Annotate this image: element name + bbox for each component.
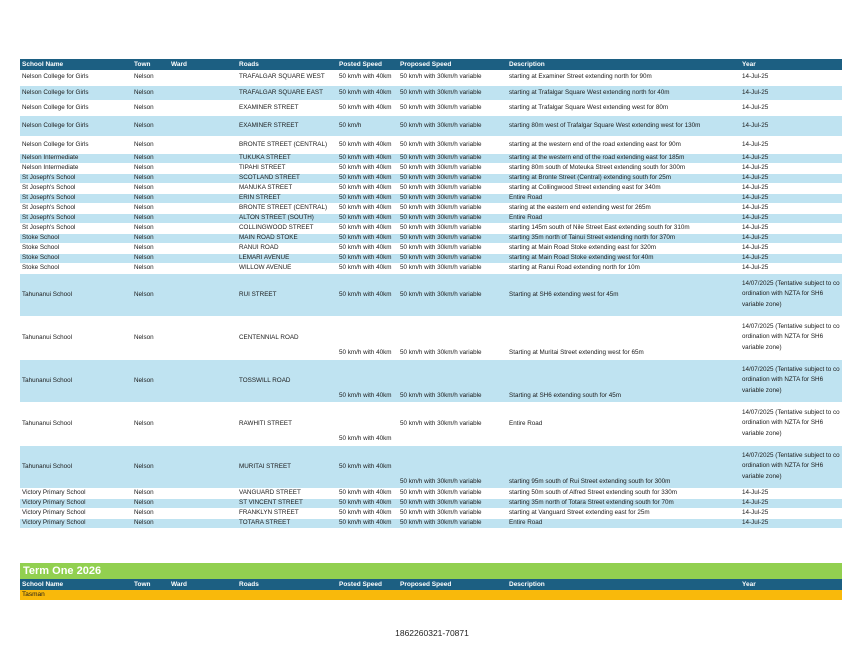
cell-ward	[169, 488, 237, 498]
cell-town: Nelson	[132, 253, 169, 263]
cell-school: St Joseph's School	[20, 183, 132, 193]
cell-town: Nelson	[132, 316, 169, 359]
header-posted-speed: Posted Speed	[337, 59, 398, 70]
cell-description: starting 95m south of Rui Street extending south for 300m	[507, 445, 740, 488]
cell-ward	[169, 498, 237, 508]
cell-road: MAIN ROAD STOKE	[237, 233, 337, 243]
cell-school: Tahunanui School	[20, 273, 132, 316]
cell-proposed-speed: 50 km/h with 30km/h variable	[398, 233, 507, 243]
cell-proposed-speed: 50 km/h with 30km/h variable	[398, 213, 507, 223]
cell-posted-speed: 50 km/h with 40km	[337, 70, 398, 85]
cell-posted-speed: 50 km/h with 40km	[337, 508, 398, 518]
cell-year: 14-Jul-25	[740, 243, 842, 253]
cell-year: 14-Jul-25	[740, 223, 842, 233]
cell-ward	[169, 203, 237, 213]
cell-school: Nelson College for Girls	[20, 85, 132, 100]
cell-posted-speed: 50 km/h with 40km	[337, 223, 398, 233]
cell-ward	[169, 115, 237, 136]
cell-year: 14-Jul-25	[740, 233, 842, 243]
cell-proposed-speed: 50 km/h with 30km/h variable	[398, 136, 507, 153]
cell-town: Nelson	[132, 173, 169, 183]
cell-proposed-speed: 50 km/h with 30km/h variable	[398, 498, 507, 508]
cell-proposed-speed: 50 km/h with 30km/h variable	[398, 153, 507, 163]
cell-school: Nelson Intermediate	[20, 163, 132, 173]
cell-road: TUKUKA STREET	[237, 153, 337, 163]
cell-road: RUI STREET	[237, 273, 337, 316]
cell-ward	[169, 273, 237, 316]
cell-road: LEMARI AVENUE	[237, 253, 337, 263]
table-row	[20, 445, 842, 488]
cell-proposed-speed: 50 km/h with 30km/h variable	[398, 273, 507, 316]
cell-description: starting 80m west of Trafalgar Square West extending west for 130m	[507, 115, 740, 136]
table-row	[20, 193, 842, 203]
cell-proposed-speed: 50 km/h with 30km/h variable	[398, 203, 507, 213]
header-proposed-speed: Proposed Speed	[398, 59, 507, 70]
cell-year: 14/07/2025 (Tentative subject to co ordination with NZTA for SH6 variable zone)	[740, 316, 842, 359]
cell-town: Nelson	[132, 498, 169, 508]
table-row	[20, 153, 842, 163]
speed-table	[20, 59, 842, 529]
region-label: Tasman	[20, 590, 842, 600]
cell-road: EXAMINER STREET	[237, 115, 337, 136]
table-row	[20, 273, 842, 316]
cell-school: Nelson Intermediate	[20, 153, 132, 163]
cell-posted-speed: 50 km/h with 40km	[337, 213, 398, 223]
term-header-row	[20, 579, 842, 590]
cell-road: TOSSWILL ROAD	[237, 359, 337, 402]
cell-ward	[169, 173, 237, 183]
cell-town: Nelson	[132, 243, 169, 253]
cell-posted-speed: 50 km/h with 40km	[337, 85, 398, 100]
cell-year: 14-Jul-25	[740, 163, 842, 173]
table-row	[20, 85, 842, 100]
cell-town: Nelson	[132, 263, 169, 273]
term-table	[20, 579, 842, 590]
table-row	[20, 253, 842, 263]
cell-school: Stoke School	[20, 263, 132, 273]
cell-town: Nelson	[132, 359, 169, 402]
cell-school: Stoke School	[20, 243, 132, 253]
cell-proposed-speed: 50 km/h with 30km/h variable	[398, 402, 507, 445]
cell-description: starting at the western end of the road extending east for 185m	[507, 153, 740, 163]
cell-description: starting at Ranui Road extending north for 10m	[507, 263, 740, 273]
cell-town: Nelson	[132, 488, 169, 498]
cell-road: RAWHITI STREET	[237, 402, 337, 445]
cell-posted-speed: 50 km/h with 40km	[337, 203, 398, 213]
cell-ward	[169, 243, 237, 253]
term-header-town: Town	[132, 579, 169, 590]
cell-posted-speed: 50 km/h with 40km	[337, 136, 398, 153]
cell-posted-speed: 50 km/h with 40km	[337, 153, 398, 163]
cell-road: VANGUARD STREET	[237, 488, 337, 498]
cell-town: Nelson	[132, 183, 169, 193]
cell-ward	[169, 445, 237, 488]
cell-year: 14-Jul-25	[740, 70, 842, 85]
table-row	[20, 183, 842, 193]
term-header	[20, 579, 842, 590]
cell-ward	[169, 183, 237, 193]
cell-school: Tahunanui School	[20, 316, 132, 359]
table-row	[20, 243, 842, 253]
cell-posted-speed: 50 km/h with 40km	[337, 498, 398, 508]
cell-school: Nelson College for Girls	[20, 136, 132, 153]
cell-description: staring at the eastern end extending west for 265m	[507, 203, 740, 213]
table-row	[20, 402, 842, 445]
speed-table-sheet	[20, 59, 842, 529]
cell-description: Entire Road	[507, 402, 740, 445]
header-description: Description	[507, 59, 740, 70]
header-roads: Roads	[237, 59, 337, 70]
cell-posted-speed: 50 km/h with 40km	[337, 402, 398, 445]
cell-description: Entire Road	[507, 518, 740, 528]
cell-town: Nelson	[132, 213, 169, 223]
cell-posted-speed: 50 km/h with 40km	[337, 233, 398, 243]
term-header-description: Description	[507, 579, 740, 590]
cell-school: Stoke School	[20, 253, 132, 263]
cell-description: starting at Main Road Stoke extending west for 40m	[507, 253, 740, 263]
cell-ward	[169, 213, 237, 223]
cell-town: Nelson	[132, 402, 169, 445]
term-header-year: Year	[740, 579, 842, 590]
cell-town: Nelson	[132, 163, 169, 173]
cell-posted-speed: 50 km/h with 40km	[337, 488, 398, 498]
cell-school: Victory Primary School	[20, 508, 132, 518]
cell-posted-speed: 50 km/h with 40km	[337, 445, 398, 488]
cell-road: ALTON STREET (SOUTH)	[237, 213, 337, 223]
cell-year: 14-Jul-25	[740, 136, 842, 153]
cell-school: Nelson College for Girls	[20, 100, 132, 115]
table-row	[20, 316, 842, 359]
cell-school: St Joseph's School	[20, 203, 132, 213]
cell-school: Victory Primary School	[20, 498, 132, 508]
cell-road: SCOTLAND STREET	[237, 173, 337, 183]
cell-year: 14-Jul-25	[740, 498, 842, 508]
cell-year: 14-Jul-25	[740, 115, 842, 136]
cell-description: starting at Collingwood Street extending east for 340m	[507, 183, 740, 193]
cell-ward	[169, 263, 237, 273]
cell-ward	[169, 518, 237, 528]
table-row	[20, 508, 842, 518]
cell-road: RANUI ROAD	[237, 243, 337, 253]
cell-description: Starting at Muritai Street extending west for 65m	[507, 316, 740, 359]
cell-road: BRONTE STREET (CENTRAL)	[237, 136, 337, 153]
cell-description: starting at the western end of the road extending east for 90m	[507, 136, 740, 153]
header-school-name: School Name	[20, 59, 132, 70]
cell-proposed-speed: 50 km/h with 30km/h variable	[398, 70, 507, 85]
table-row	[20, 100, 842, 115]
cell-description: starting at Trafalgar Square West extending north for 40m	[507, 85, 740, 100]
cell-description: Entire Road	[507, 193, 740, 203]
document-code: 1862260321-70871	[395, 628, 469, 638]
cell-town: Nelson	[132, 136, 169, 153]
cell-description: starting 80m south of Moteuka Street extending south for 300m	[507, 163, 740, 173]
cell-town: Nelson	[132, 203, 169, 213]
table-row	[20, 115, 842, 136]
cell-school: St Joseph's School	[20, 193, 132, 203]
cell-year: 14-Jul-25	[740, 193, 842, 203]
cell-proposed-speed: 50 km/h with 30km/h variable	[398, 508, 507, 518]
cell-proposed-speed: 50 km/h with 30km/h variable	[398, 115, 507, 136]
cell-town: Nelson	[132, 445, 169, 488]
header-year: Year	[740, 59, 842, 70]
table-row	[20, 213, 842, 223]
cell-year: 14-Jul-25	[740, 100, 842, 115]
cell-posted-speed: 50 km/h with 40km	[337, 183, 398, 193]
cell-ward	[169, 253, 237, 263]
cell-proposed-speed: 50 km/h with 30km/h variable	[398, 243, 507, 253]
cell-proposed-speed: 50 km/h with 30km/h variable	[398, 173, 507, 183]
cell-ward	[169, 163, 237, 173]
table-row	[20, 233, 842, 243]
cell-town: Nelson	[132, 233, 169, 243]
cell-road: TRAFALGAR SQUARE WEST	[237, 70, 337, 85]
cell-description: starting at Bronte Street (Central) extending south for 25m	[507, 173, 740, 183]
table-row	[20, 70, 842, 85]
cell-posted-speed: 50 km/h with 40km	[337, 243, 398, 253]
cell-year: 14-Jul-25	[740, 203, 842, 213]
cell-proposed-speed: 50 km/h with 30km/h variable	[398, 183, 507, 193]
cell-year: 14-Jul-25	[740, 213, 842, 223]
cell-proposed-speed: 50 km/h with 30km/h variable	[398, 359, 507, 402]
cell-ward	[169, 359, 237, 402]
cell-ward	[169, 223, 237, 233]
cell-proposed-speed: 50 km/h with 30km/h variable	[398, 163, 507, 173]
cell-posted-speed: 50 km/h with 40km	[337, 359, 398, 402]
cell-road: COLLINGWOOD STREET	[237, 223, 337, 233]
cell-town: Nelson	[132, 518, 169, 528]
cell-description: Starting at SH6 extending south for 45m	[507, 359, 740, 402]
cell-ward	[169, 70, 237, 85]
cell-posted-speed: 50 km/h with 40km	[337, 518, 398, 528]
cell-ward	[169, 153, 237, 163]
cell-school: Nelson College for Girls	[20, 70, 132, 85]
cell-school: Nelson College for Girls	[20, 115, 132, 136]
term-header-roads: Roads	[237, 579, 337, 590]
cell-year: 14-Jul-25	[740, 253, 842, 263]
cell-ward	[169, 100, 237, 115]
term-header-ward: Ward	[169, 579, 237, 590]
cell-ward	[169, 233, 237, 243]
cell-proposed-speed: 50 km/h with 30km/h variable	[398, 263, 507, 273]
cell-description: starting 35m north of Totara Street extending south for 70m	[507, 498, 740, 508]
term-header-school-name: School Name	[20, 579, 132, 590]
cell-ward	[169, 193, 237, 203]
cell-proposed-speed: 50 km/h with 30km/h variable	[398, 85, 507, 100]
cell-description: Entire Road	[507, 213, 740, 223]
cell-year: 14-Jul-25	[740, 153, 842, 163]
cell-school: St Joseph's School	[20, 173, 132, 183]
cell-proposed-speed: 50 km/h with 30km/h variable	[398, 518, 507, 528]
cell-posted-speed: 50 km/h with 40km	[337, 273, 398, 316]
cell-road: MANUKA STREET	[237, 183, 337, 193]
cell-town: Nelson	[132, 153, 169, 163]
cell-ward	[169, 508, 237, 518]
cell-road: ST VINCENT STREET	[237, 498, 337, 508]
table-row	[20, 488, 842, 498]
cell-road: WILLOW AVENUE	[237, 263, 337, 273]
cell-posted-speed: 50 km/h with 40km	[337, 316, 398, 359]
cell-town: Nelson	[132, 100, 169, 115]
cell-road: TIPAHI STREET	[237, 163, 337, 173]
cell-posted-speed: 50 km/h with 40km	[337, 100, 398, 115]
cell-year: 14/07/2025 (Tentative subject to co ordination with NZTA for SH6 variable zone)	[740, 273, 842, 316]
cell-year: 14-Jul-25	[740, 183, 842, 193]
cell-ward	[169, 85, 237, 100]
cell-posted-speed: 50 km/h with 40km	[337, 193, 398, 203]
cell-description: starting at Trafalgar Square West extending west for 80m	[507, 100, 740, 115]
cell-description: Starting at SH6 extending west for 45m	[507, 273, 740, 316]
cell-school: St Joseph's School	[20, 223, 132, 233]
cell-year: 14-Jul-25	[740, 263, 842, 273]
cell-proposed-speed: 50 km/h with 30km/h variable	[398, 223, 507, 233]
cell-road: CENTENNIAL ROAD	[237, 316, 337, 359]
cell-town: Nelson	[132, 193, 169, 203]
cell-description: starting at Vanguard Street extending east for 25m	[507, 508, 740, 518]
cell-ward	[169, 136, 237, 153]
cell-proposed-speed: 50 km/h with 30km/h variable	[398, 316, 507, 359]
cell-posted-speed: 50 km/h	[337, 115, 398, 136]
cell-school: Victory Primary School	[20, 518, 132, 528]
table-row	[20, 163, 842, 173]
cell-year: 14/07/2025 (Tentative subject to co ordination with NZTA for SH6 variable zone)	[740, 359, 842, 402]
cell-school: Tahunanui School	[20, 445, 132, 488]
cell-proposed-speed: 50 km/h with 30km/h variable	[398, 100, 507, 115]
cell-town: Nelson	[132, 115, 169, 136]
cell-posted-speed: 50 km/h with 40km	[337, 263, 398, 273]
cell-year: 14-Jul-25	[740, 488, 842, 498]
cell-year: 14/07/2025 (Tentative subject to co ordination with NZTA for SH6 variable zone)	[740, 402, 842, 445]
cell-description: starting 35m north of Tainui Street extending north for 370m	[507, 233, 740, 243]
term-header-posted-speed: Posted Speed	[337, 579, 398, 590]
cell-road: ERIN STREET	[237, 193, 337, 203]
cell-year: 14/07/2025 (Tentative subject to co ordination with NZTA for SH6 variable zone)	[740, 445, 842, 488]
cell-year: 14-Jul-25	[740, 508, 842, 518]
cell-school: St Joseph's School	[20, 213, 132, 223]
cell-town: Nelson	[132, 273, 169, 316]
cell-road: EXAMINER STREET	[237, 100, 337, 115]
cell-road: BRONTE STREET (CENTRAL)	[237, 203, 337, 213]
cell-school: Stoke School	[20, 233, 132, 243]
cell-road: TRAFALGAR SQUARE EAST	[237, 85, 337, 100]
table-row	[20, 136, 842, 153]
cell-description: starting 145m south of Nile Street East extending south for 310m	[507, 223, 740, 233]
cell-town: Nelson	[132, 508, 169, 518]
cell-road: FRANKLYN STREET	[237, 508, 337, 518]
cell-posted-speed: 50 km/h with 40km	[337, 173, 398, 183]
cell-proposed-speed: 50 km/h with 30km/h variable	[398, 445, 507, 488]
cell-school: Tahunanui School	[20, 359, 132, 402]
table-row	[20, 203, 842, 213]
cell-description: starting at Main Road Stoke extending east for 320m	[507, 243, 740, 253]
cell-road: TOTARA STREET	[237, 518, 337, 528]
cell-proposed-speed: 50 km/h with 30km/h variable	[398, 488, 507, 498]
cell-school: Victory Primary School	[20, 488, 132, 498]
term-title: Term One 2026	[20, 563, 842, 579]
table-row	[20, 173, 842, 183]
cell-town: Nelson	[132, 223, 169, 233]
cell-description: starting 50m south of Alfred Street extending south for 330m	[507, 488, 740, 498]
table-row	[20, 263, 842, 273]
table-header-row	[20, 59, 842, 70]
cell-description: starting at Examiner Street extending north for 90m	[507, 70, 740, 85]
cell-proposed-speed: 50 km/h with 30km/h variable	[398, 193, 507, 203]
cell-ward	[169, 316, 237, 359]
cell-school: Tahunanui School	[20, 402, 132, 445]
cell-year: 14-Jul-25	[740, 518, 842, 528]
cell-proposed-speed: 50 km/h with 30km/h variable	[398, 253, 507, 263]
cell-posted-speed: 50 km/h with 40km	[337, 163, 398, 173]
cell-ward	[169, 402, 237, 445]
cell-town: Nelson	[132, 70, 169, 85]
term-header-proposed-speed: Proposed Speed	[398, 579, 507, 590]
cell-posted-speed: 50 km/h with 40km	[337, 253, 398, 263]
cell-town: Nelson	[132, 85, 169, 100]
cell-year: 14-Jul-25	[740, 173, 842, 183]
header-town: Town	[132, 59, 169, 70]
cell-road: MURITAI STREET	[237, 445, 337, 488]
cell-year: 14-Jul-25	[740, 85, 842, 100]
table-row	[20, 223, 842, 233]
table-row	[20, 498, 842, 508]
table-row	[20, 359, 842, 402]
table-row	[20, 518, 842, 528]
header-ward: Ward	[169, 59, 237, 70]
